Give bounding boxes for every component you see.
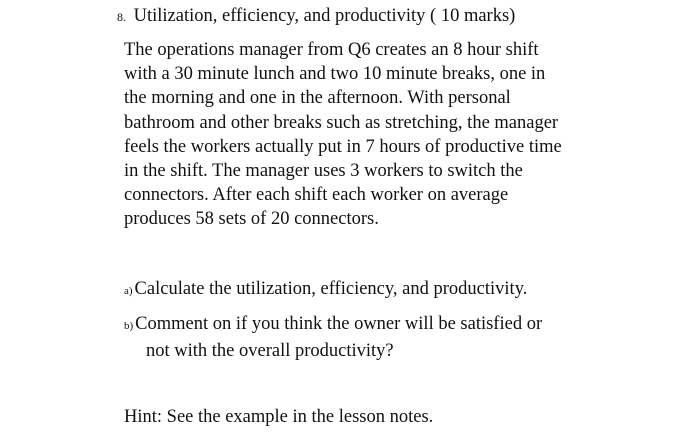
hint-text: Hint: See the example in the lesson notes.: [124, 407, 434, 427]
body-line: in the shift. The manager uses 3 workers to switch the: [124, 161, 523, 182]
part-a-text: Calculate the utilization, efficiency, and productivity.: [134, 279, 528, 299]
question-heading: [117, 3, 515, 30]
question-number: 8.: [117, 10, 126, 24]
part-a-label: a): [124, 285, 133, 297]
question-body: [124, 38, 624, 232]
body-line: produces 58 sets of 20 connectors.: [124, 209, 379, 230]
body-line: connectors. After each shift each worker on average: [124, 185, 509, 206]
part-b-text-line-1: Comment on if you think the owner will be satisfied or: [135, 314, 543, 334]
body-line: The operations manager from Q6 creates an 8 hour shift: [124, 40, 539, 60]
question-title: Utilization, efficiency, and productivity ( 10 marks): [133, 6, 516, 26]
body-line: the morning and one in the afternoon. With personal: [124, 88, 511, 109]
body-line: with a 30 minute lunch and two 10 minute breaks, one in: [124, 64, 546, 85]
part-b-text-line-2: not with the overall productivity?: [146, 341, 394, 361]
body-line: feels the workers actually put in 7 hours of productive time: [124, 136, 562, 157]
part-b: [124, 312, 542, 364]
body-line: bathroom and other breaks such as stretching, the manager: [124, 112, 559, 133]
part-b-label: b): [124, 320, 134, 332]
part-a: [124, 277, 527, 304]
